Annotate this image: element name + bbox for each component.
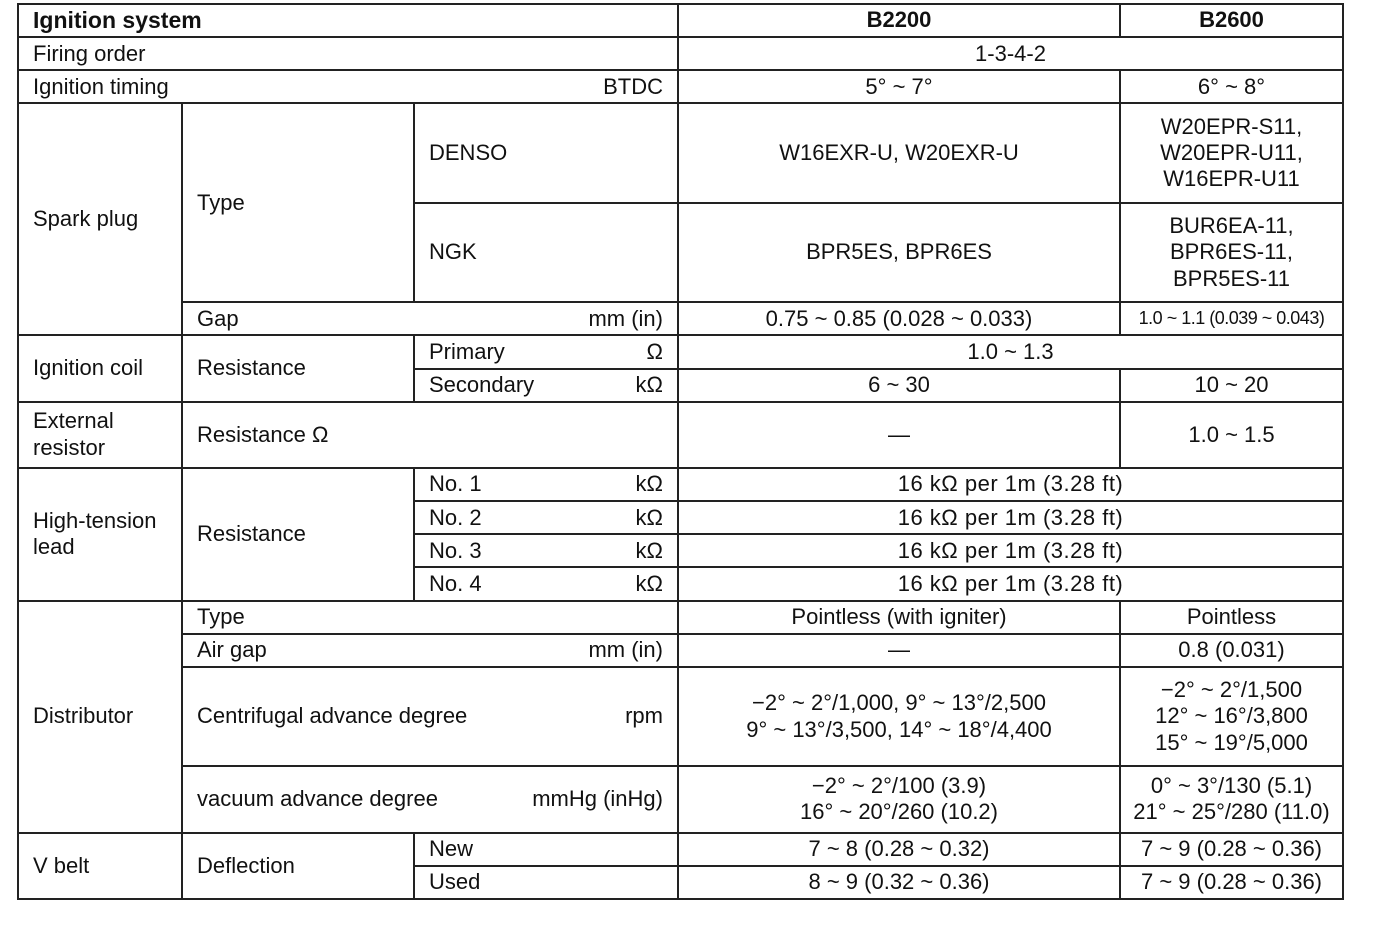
gap-text: Gap: [197, 305, 239, 331]
gap-unit: mm (in): [588, 305, 663, 331]
belt-used-b2200: 8 ~ 9 (0.32 ~ 0.36): [678, 866, 1120, 899]
vacuum-b2600-line: 21° ~ 25°/280 (11.0): [1133, 799, 1330, 825]
denso-label: DENSO: [414, 103, 678, 202]
ignition-timing-b2200: 5° ~ 7°: [678, 70, 1120, 103]
external-resistor-label: External resistor: [18, 402, 182, 468]
air-gap-unit: mm (in): [588, 637, 663, 663]
vacuum-label: [182, 766, 678, 832]
ignition-coil-label: Ignition coil: [18, 335, 182, 401]
ngk-b2600-line: BUR6EA-11,: [1169, 212, 1294, 238]
firing-order-value: 1-3-4-2: [678, 37, 1343, 70]
belt-used-label: Used: [414, 866, 678, 899]
belt-new-label: New: [414, 833, 678, 866]
distributor-type-b2200: Pointless (with igniter): [678, 601, 1120, 634]
ignition-spec-table: [17, 3, 1344, 900]
spark-plug-label: Spark plug: [18, 103, 182, 335]
ignition-timing-b2600: 6° ~ 8°: [1120, 70, 1343, 103]
denso-b2600-line: W16EPR-U11: [1163, 166, 1300, 192]
secondary-label: [414, 369, 678, 402]
denso-b2600-line: W20EPR-S11,: [1160, 113, 1303, 139]
deflection-label: Deflection: [182, 833, 414, 899]
col-header-b2200: B2200: [678, 4, 1120, 37]
lead-no-label: [414, 534, 678, 567]
gap-label: [182, 302, 678, 335]
lead-no-label: [414, 501, 678, 534]
lead-no-unit: kΩ: [635, 504, 663, 530]
denso-b2600-line: W20EPR-U11,: [1160, 139, 1303, 165]
lead-value: 16 kΩ per 1m (3.28 ft): [678, 534, 1343, 567]
lead-no-text: No. 3: [429, 537, 482, 563]
v-belt-label: V belt: [18, 833, 182, 899]
air-gap-label: [182, 634, 678, 667]
ignition-timing-unit: BTDC: [603, 73, 663, 99]
vacuum-b2200-line: 16° ~ 20°/260 (10.2): [799, 799, 998, 825]
gap-b2600: 1.0 ~ 1.1 (0.039 ~ 0.043): [1120, 302, 1343, 335]
centrifugal-label: [182, 667, 678, 766]
spark-plug-type-label: Type: [182, 103, 414, 302]
vacuum-b2200-line: −2° ~ 2°/100 (3.9): [811, 773, 987, 799]
firing-order-label: Firing order: [18, 37, 678, 70]
primary-unit: Ω: [646, 338, 663, 364]
centrifugal-b2200-line: 9° ~ 13°/3,500, 14° ~ 18°/4,400: [746, 716, 1052, 742]
centrifugal-b2600-line: −2° ~ 2°/1,500: [1160, 676, 1303, 702]
lead-value: 16 kΩ per 1m (3.28 ft): [678, 501, 1343, 534]
lead-no-label: [414, 468, 678, 501]
ngk-b2200: BPR5ES, BPR6ES: [678, 203, 1120, 302]
lead-no-unit: kΩ: [635, 537, 663, 563]
centrifugal-text: Centrifugal advance degree: [197, 703, 468, 729]
belt-used-b2600: 7 ~ 9 (0.28 ~ 0.36): [1120, 866, 1343, 899]
centrifugal-b2600-line: 12° ~ 16°/3,800: [1155, 703, 1308, 729]
denso-b2600: [1120, 103, 1343, 202]
ngk-b2600: [1120, 203, 1343, 302]
lead-no-unit: kΩ: [635, 471, 663, 497]
ignition-timing-label: [18, 70, 678, 103]
air-gap-text: Air gap: [197, 637, 267, 663]
centrifugal-b2600: [1120, 667, 1343, 766]
primary-value: 1.0 ~ 1.3: [678, 335, 1343, 368]
vacuum-unit: mmHg (inHg): [532, 786, 663, 812]
belt-new-b2600: 7 ~ 9 (0.28 ~ 0.36): [1120, 833, 1343, 866]
gap-b2200: 0.75 ~ 0.85 (0.028 ~ 0.033): [678, 302, 1120, 335]
air-gap-b2600: 0.8 (0.031): [1120, 634, 1343, 667]
lead-no-text: No. 2: [429, 504, 482, 530]
denso-b2200: W16EXR-U, W20EXR-U: [678, 103, 1120, 202]
lead-value: 16 kΩ per 1m (3.28 ft): [678, 468, 1343, 501]
centrifugal-b2200-line: −2° ~ 2°/1,000, 9° ~ 13°/2,500: [752, 690, 1046, 716]
distributor-type-b2600: Pointless: [1120, 601, 1343, 634]
table-title: Ignition system: [18, 4, 678, 37]
lead-no-text: No. 1: [429, 471, 482, 497]
belt-new-b2200: 7 ~ 8 (0.28 ~ 0.32): [678, 833, 1120, 866]
external-resistor-b2600: 1.0 ~ 1.5: [1120, 402, 1343, 468]
secondary-b2200: 6 ~ 30: [678, 369, 1120, 402]
vacuum-b2600: [1120, 766, 1343, 832]
ignition-timing-text: Ignition timing: [33, 73, 169, 99]
centrifugal-b2200: [678, 667, 1120, 766]
secondary-unit: kΩ: [635, 371, 663, 397]
secondary-b2600: 10 ~ 20: [1120, 369, 1343, 402]
vacuum-text: vacuum advance degree: [197, 786, 438, 812]
lead-no-text: No. 4: [429, 570, 482, 596]
primary-text: Primary: [429, 338, 505, 364]
ngk-b2600-line: BPR5ES-11: [1173, 265, 1290, 291]
distributor-label: Distributor: [18, 601, 182, 833]
lead-value: 16 kΩ per 1m (3.28 ft): [678, 567, 1343, 600]
ngk-label: NGK: [414, 203, 678, 302]
centrifugal-b2600-line: 15° ~ 19°/5,000: [1155, 729, 1308, 755]
high-tension-lead-label: High-tension lead: [18, 468, 182, 601]
lead-no-label: [414, 567, 678, 600]
primary-label: [414, 335, 678, 368]
external-resistor-resistance-label: Resistance Ω: [182, 402, 678, 468]
secondary-text: Secondary: [429, 371, 535, 397]
ngk-b2600-line: BPR6ES-11,: [1169, 239, 1294, 265]
vacuum-b2200: [678, 766, 1120, 832]
ignition-coil-resistance-label: Resistance: [182, 335, 414, 401]
air-gap-b2200: —: [678, 634, 1120, 667]
centrifugal-unit: rpm: [625, 703, 663, 729]
vacuum-b2600-line: 0° ~ 3°/130 (5.1): [1150, 773, 1313, 799]
external-resistor-b2200: —: [678, 402, 1120, 468]
lead-no-unit: kΩ: [635, 570, 663, 596]
high-tension-resistance-label: Resistance: [182, 468, 414, 601]
distributor-type-label: Type: [182, 601, 678, 634]
col-header-b2600: B2600: [1120, 4, 1343, 37]
